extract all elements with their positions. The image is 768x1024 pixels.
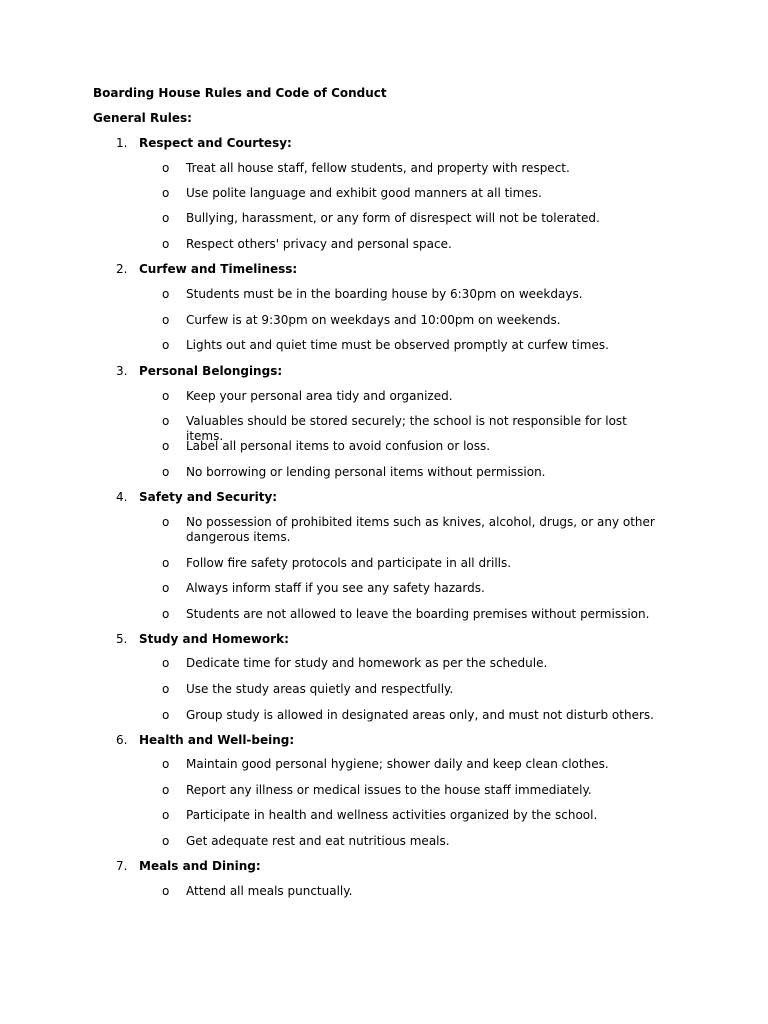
list-item-text: Dedicate time for study and homework as per the schedule.: [186, 656, 548, 670]
rule-number: 7.: [116, 859, 128, 873]
list-item-text: Label all personal items to avoid confusion or loss.: [186, 439, 491, 453]
bullet-marker: o: [162, 287, 170, 301]
rule-title: Personal Belongings:: [139, 364, 283, 378]
list-item-text: Always inform staff if you see any safety hazards.: [186, 581, 485, 595]
bullet-marker: o: [162, 439, 170, 453]
list-item-text: Maintain good personal hygiene; shower daily and keep clean clothes.: [186, 757, 609, 771]
rule-heading: [0, 262, 768, 278]
bullet-marker: o: [162, 515, 170, 529]
bullet-marker: o: [162, 161, 170, 175]
rule-number: 1.: [116, 136, 128, 150]
bullet-marker: o: [162, 682, 170, 696]
rule-heading: [0, 859, 768, 875]
list-item-text: No borrowing or lending personal items without permission.: [186, 465, 546, 479]
rule-number: 2.: [116, 262, 128, 276]
bullet-marker: o: [162, 389, 170, 403]
bullet-marker: o: [162, 757, 170, 771]
bullet-marker: o: [162, 237, 170, 251]
bullet-marker: o: [162, 808, 170, 822]
list-item-text: Valuables should be stored securely; the school is not responsible for lost items.: [186, 414, 627, 443]
rule-title: Respect and Courtesy:: [139, 136, 292, 150]
rule-title: Meals and Dining:: [139, 859, 261, 873]
list-item-text: Curfew is at 9:30pm on weekdays and 10:00pm on weekends.: [186, 313, 561, 327]
bullet-marker: o: [162, 414, 170, 428]
bullet-marker: o: [162, 338, 170, 352]
rule-heading: [0, 490, 768, 506]
bullet-marker: o: [162, 607, 170, 621]
rule-heading: [0, 364, 768, 380]
rule-number: 4.: [116, 490, 128, 504]
document-title: Boarding House Rules and Code of Conduct: [93, 86, 387, 100]
bullet-marker: o: [162, 581, 170, 595]
list-item-text: Get adequate rest and eat nutritious meals.: [186, 834, 450, 848]
list-item-text: Students are not allowed to leave the boarding premises without permission.: [186, 607, 650, 621]
rule-heading: [0, 136, 768, 152]
list-item-text: No possession of prohibited items such as knives, alcohol, drugs, or any other dangerous items.: [186, 515, 655, 544]
list-item-text: Respect others' privacy and personal space.: [186, 237, 452, 251]
rule-heading: [0, 632, 768, 648]
bullet-marker: o: [162, 211, 170, 225]
rule-title: Study and Homework:: [139, 632, 289, 646]
rule-heading: [0, 733, 768, 749]
bullet-marker: o: [162, 884, 170, 898]
bullet-marker: o: [162, 783, 170, 797]
bullet-marker: o: [162, 834, 170, 848]
list-item-text: Group study is allowed in designated areas only, and must not disturb others.: [186, 708, 654, 722]
bullet-marker: o: [162, 465, 170, 479]
bullet-marker: o: [162, 708, 170, 722]
bullet-marker: o: [162, 656, 170, 670]
list-item-text: Use polite language and exhibit good manners at all times.: [186, 186, 542, 200]
section-heading: General Rules:: [93, 111, 192, 125]
rule-title: Curfew and Timeliness:: [139, 262, 298, 276]
bullet-marker: o: [162, 186, 170, 200]
list-item-text: Participate in health and wellness activities organized by the school.: [186, 808, 598, 822]
rule-title: Health and Well-being:: [139, 733, 295, 747]
bullet-marker: o: [162, 313, 170, 327]
list-item-text: Report any illness or medical issues to the house staff immediately.: [186, 783, 592, 797]
list-item-text: Keep your personal area tidy and organized.: [186, 389, 453, 403]
rule-number: 3.: [116, 364, 128, 378]
rule-title: Safety and Security:: [139, 490, 278, 504]
bullet-marker: o: [162, 556, 170, 570]
list-item-text: Treat all house staff, fellow students, and property with respect.: [186, 161, 570, 175]
list-item-text: Lights out and quiet time must be observed promptly at curfew times.: [186, 338, 609, 352]
list-item-text: Bullying, harassment, or any form of disrespect will not be tolerated.: [186, 211, 600, 225]
list-item-text: Follow fire safety protocols and participate in all drills.: [186, 556, 512, 570]
list-item-text: Attend all meals punctually.: [186, 884, 353, 898]
list-item-text: Students must be in the boarding house by 6:30pm on weekdays.: [186, 287, 583, 301]
rule-number: 6.: [116, 733, 128, 747]
list-item-text: Use the study areas quietly and respectfully.: [186, 682, 454, 696]
rule-number: 5.: [116, 632, 128, 646]
